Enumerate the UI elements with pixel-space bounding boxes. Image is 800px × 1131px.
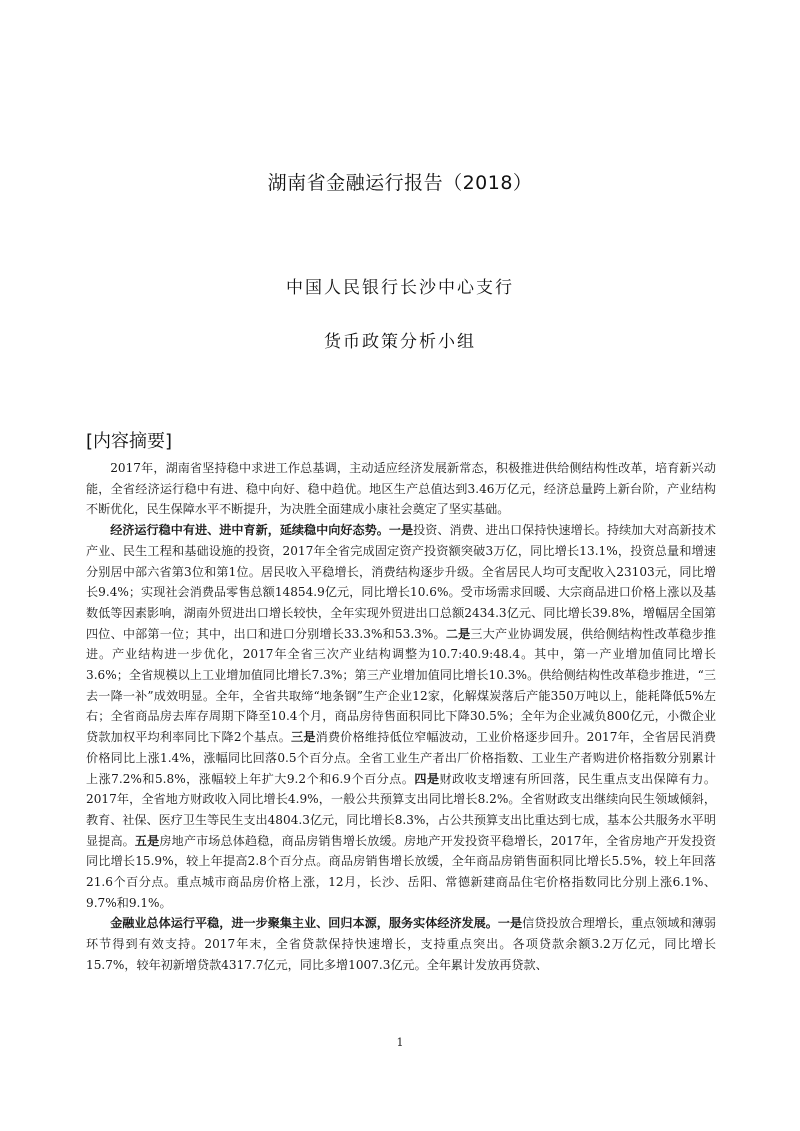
bold-lead-text: 四是 xyxy=(414,771,440,786)
report-title: 湖南省金融运行报告（2018） xyxy=(267,172,533,194)
paragraph xyxy=(86,520,716,913)
paragraph-text: 消费价格维持低位窄幅波动，工业价格逐步回升。2017年，全省居民消费价格同比上涨1.4%，涨幅同比回落0.5个百分点。全省工业生产者出厂价格指数、工业生产者购进价格指数分别累计上涨7.2%和5.8%，涨幅较上年扩大9.2个和6.9个百分点。 xyxy=(86,730,716,786)
paragraph-text: 三大产业协调发展，供给侧结构性改革稳步推进。产业结构进一步优化，2017年全省三次产业结构调整为10.7:40.9:48.4。其中，第一产业增加值同比增长3.6%；全省规模以上工业增加值同比增长7.3%；第三产业增加值同比增长10.3%。供给侧结构性改革稳步推进，“三去一降一补”成效明显。全年，全省共取缔“地条钢”生产企业12家，化解煤炭落后产能350万吨以上，能耗降低5%左右；全省商品房去库存周期下降至10.4个月，商品房待售面积同比下降30.5%；全年为企业减负800亿元，小微企业贷款加权平均利率同比下降2个基点。 xyxy=(86,626,716,745)
page-number: 1 xyxy=(396,1036,404,1049)
paragraph-text: 财政收支增速有所回落，民生重点支出保障有力。2017年，全省地方财政收入同比增长4.9%，一般公共预算支出同比增长8.2%。全省财政支出继续向民生领域倾斜，教育、社保、医疗卫生等民生支出4804.3亿元，同比增长8.3%，占公共预算支出比重达到七成，基本公共服务水平明显提高。 xyxy=(86,771,716,848)
bold-lead-text: 经济运行稳中有进、进中育新，延续稳中向好态势。一是 xyxy=(110,523,414,538)
paragraph-text: 投资、消费、进出口保持快速增长。持续加大对高新技术产业、民生工程和基础设施的投资，2017年全省完成固定资产投资额突破3万亿，同比增长13.1%，投资总量和增速分别居中部六省第3位和第1位。居民收入平稳增长，消费结构逐步升级。全省居民人均可支配收入23103元，同比增长9.4%；实现社会消费品零售总额14854.9亿元，同比增长10.6%。受市场需求回暖、大宗商品进口价格上涨以及基数低等因素影响，湖南外贸进出口增长较快，全年实现外贸进出口总额2434.3亿元、同比增长39.8%，增幅居全国第四位、中部第一位；其中，出口和进口分别增长33.3%和53.3%。 xyxy=(86,523,716,641)
author-group: 货币政策分析小组 xyxy=(324,332,476,352)
paragraph-text: 2017年，湖南省坚持稳中求进工作总基调，主动适应经济发展新常态，积极推进供给侧结构性改革，培育新兴动能，全省经济运行稳中有进、稳中向好、稳中趋优。地区生产总值达到3.46万亿元，经济总量跨上新台阶，产业结构不断优化，民生保障水平不断提升，为决胜全面建成小康社会奠定了坚实基础。 xyxy=(86,461,716,517)
paragraph-text: 信贷投放合理增长，重点领域和薄弱环节得到有效支持。2017年末，全省贷款保持快速增长，支持重点突出。各项贷款余额3.2万亿元，同比增长15.7%，较年初新增贷款4317.7亿元，同比多增1007.3亿元。全年累计发放再贷款、 xyxy=(86,916,716,972)
paragraph-text: 房地产市场总体趋稳，商品房销售增长放缓。房地产开发投资平稳增长，2017年，全省房地产开发投资同比增长15.9%，较上年提高2.8个百分点。商品房销售增长放缓，全年商品房销售面积同比增长5.5%，较上年回落21.6个百分点。重点城市商品房价格上涨，12月，长沙、岳阳、常德新建商品住宅价格指数同比分别上涨6.1%、9.7%和9.1%。 xyxy=(86,833,716,910)
bold-lead-text: 二是 xyxy=(445,626,471,641)
bold-lead-text: 金融业总体运行平稳，进一步聚集主业、回归本源，服务实体经济发展。一是 xyxy=(110,916,523,931)
section-heading-abstract: [内容摘要] xyxy=(86,431,173,452)
paragraph xyxy=(86,913,716,975)
organization-name: 中国人民银行长沙中心支行 xyxy=(286,278,514,298)
abstract-body xyxy=(86,458,716,976)
bold-lead-text: 五是 xyxy=(134,833,160,848)
bold-lead-text: 三是 xyxy=(291,730,316,745)
paragraph xyxy=(86,458,716,520)
